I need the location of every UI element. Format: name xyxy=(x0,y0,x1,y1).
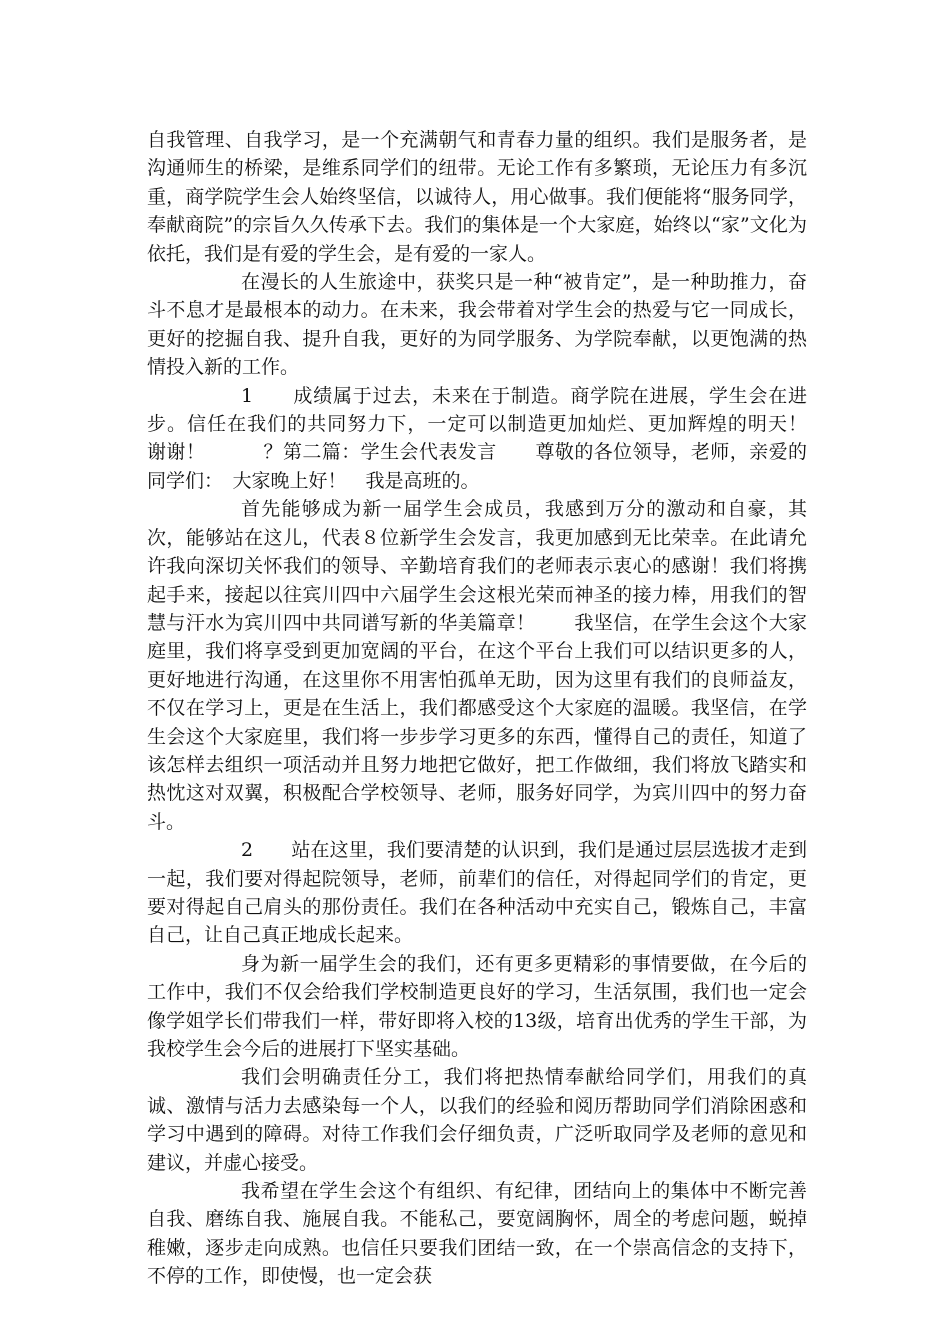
document-body xyxy=(147,126,846,1291)
paragraph-8: 我希望在学生会这个有组织、有纪律，团结向上的集体中不断完善自我、磨练自我、施展自我。不能私己，要宽阔胸怀，周全的考虑问题，蜕掉稚嫩，逐步走向成熟。也信任只要我们团结一致，在一个崇高信念的支持下，不停的工作，即使慢，也一定会获 xyxy=(147,1180,807,1288)
paragraph-2: 在漫长的人生旅途中，获奖只是一种“被肯定”，是一种助推力，奋斗不息才是最根本的动力。在未来，我会带着对学生会的热爱与它一同成长，更好的挖掘自我、提升自我，更好的为同学服务、为学院奉献，以更饱满的热情投入新的工作。 xyxy=(147,271,807,379)
paragraph-6: 身为新一届学生会的我们，还有更多更精彩的事情要做，在今后的工作中，我们不仅会给我们学校制造更良好的学习，生活氛围，我们也一定会像学姐学长们带我们一样，带好即将入校的13级，培育出优秀的学生干部，为我校学生会今后的进展打下坚实基础。 xyxy=(147,952,807,1060)
paragraph-4: 首先能够成为新一届学生会成员，我感到万分的激动和自豪，其次，能够站在这儿，代表８位新学生会发言，我更加感到无比荣幸。在此请允许我向深切关怀我们的领导、辛勤培育我们的老师表示衷心的感谢！我们将携起手来，接起以往宾川四中六届学生会这根光荣而神圣的接力棒，用我们的智慧与汗水为宾川四中共同谱写新的华美篇章！ 我坚信，在学生会这个大家庭里，我们将享受到更加宽阔的平台，在这个平台上我们可以结识更多的人，更好地进行沟通，在这里你不用害怕孤单无助，因为这里有我们的良师益友，不仅在学习上，更是在生活上，我们都感受这个大家庭的温暖。我坚信，在学生会这个大家庭里，我们将一步步学习更多的东西，懂得自己的责任，知道了该怎样去组织一项活动并且努力地把它做好，把工作做细，我们将放飞踏实和热忱这对双翼，积极配合学校领导、老师，服务好同学，为宾川四中的努力奋斗。 xyxy=(147,498,807,833)
paragraph-7: 我们会明确责任分工，我们将把热情奉献给同学们，用我们的真诚、激情与活力去感染每一个人，以我们的经验和阅历帮助同学们消除困惑和学习中遇到的障碍。对待工作我们会仔细负责，广泛听取同学及老师的意见和建议，并虚心接受。 xyxy=(147,1066,807,1174)
paragraph-1: 自我管理、自我学习，是一个充满朝气和青春力量的组织。我们是服务者，是沟通师生的桥梁，是维系同学们的纽带。无论工作有多繁琐，无论压力有多沉重，商学院学生会人始终坚信，以诚待人，用心做事。我们便能将“服务同学，奉献商院”的宗旨久久传承下去。我们的集体是一个大家庭，始终以“家”文化为依托，我们是有爱的学生会，是有爱的一家人。 xyxy=(147,129,807,265)
paragraph-3: 1 成绩属于过去，未来在于制造。商学院在进展，学生会在进步。信任在我们的共同努力下，一定可以制造更加灿烂、更加辉煌的明天！ 谢谢！ ？第二篇：学生会代表发言 尊敬的各位领导，老师，亲爱的同学们： 大家晚上好！ 我是高班的。 xyxy=(147,384,846,492)
paragraph-5: 2 站在这里，我们要清楚的认识到，我们是通过层层选拔才走到一起，我们要对得起院领导，老师，前辈们的信任，对得起同学们的肯定，更要对得起自己肩头的那份责任。我们在各种活动中充实自己，锻炼自己，丰富自己，让自己真正地成长起来。 xyxy=(147,839,807,947)
